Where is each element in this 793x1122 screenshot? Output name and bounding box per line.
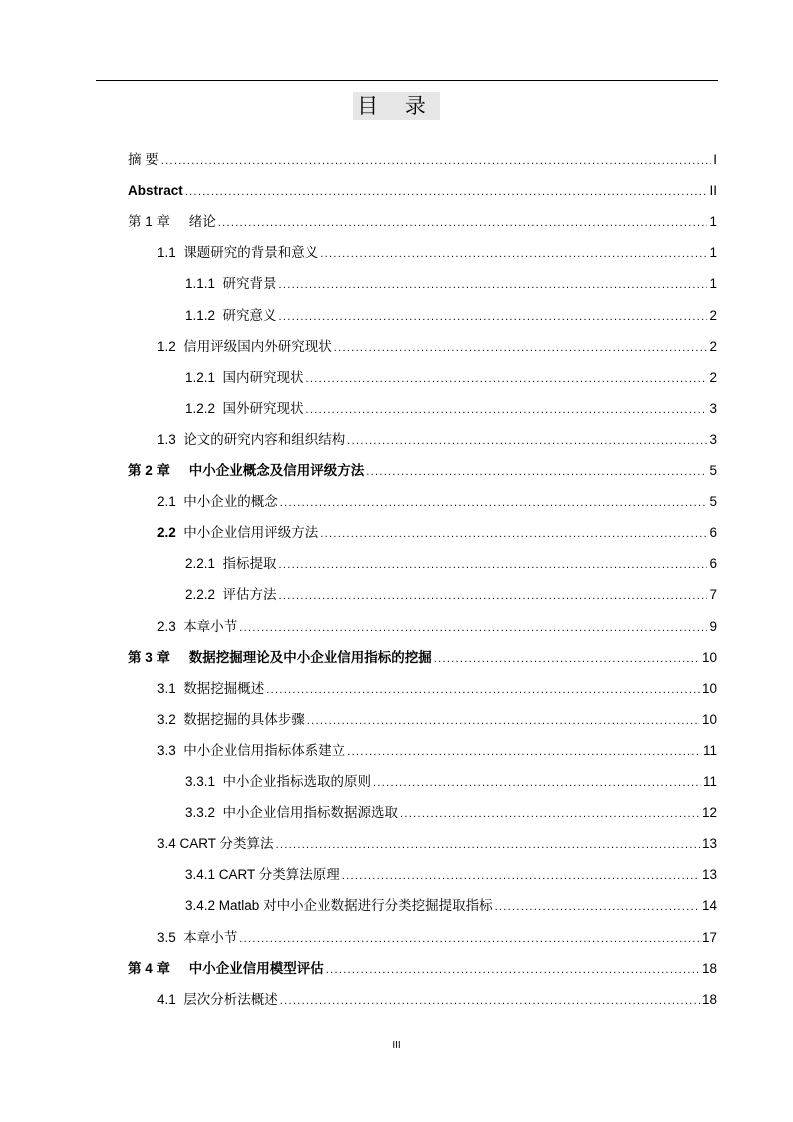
toc-entry[interactable]	[128, 460, 717, 482]
toc-entry-page: 2	[709, 307, 717, 323]
toc-entry-title: 课题研究的背景和意义	[183, 245, 319, 261]
toc-entry[interactable]	[185, 273, 717, 295]
toc-entry-number: 2.2.2	[185, 587, 216, 603]
toc-entry-page: 18	[701, 991, 717, 1007]
toc-entry-title: 国外研究现状	[222, 400, 304, 416]
toc-dot-leader	[307, 710, 700, 732]
page-number: III	[392, 1040, 401, 1051]
toc-entry-number: 3.3	[157, 742, 176, 758]
toc-entry-title: 研究背景	[222, 276, 277, 292]
toc-entry-title: 本章小节	[183, 929, 238, 945]
toc-dot-leader	[334, 337, 708, 359]
toc-dot-leader	[218, 212, 708, 234]
toc-entry-page: 1	[709, 245, 717, 261]
header-rule	[96, 80, 718, 81]
toc-entry-page: 9	[709, 618, 717, 634]
toc-entry-number: 3.3.1	[185, 774, 216, 789]
toc-entry-number: 3.4.1	[185, 867, 216, 883]
toc-entry[interactable]	[185, 771, 717, 793]
toc-dot-leader	[239, 928, 700, 950]
toc-dot-leader	[495, 896, 700, 918]
toc-dot-leader	[276, 834, 700, 856]
toc-entry-title: 数据挖掘理论及中小企业信用指标的挖掘	[188, 649, 432, 665]
toc-entry[interactable]	[128, 149, 717, 171]
toc-entry-page: 2	[709, 338, 717, 354]
toc-entry-page: 5	[709, 494, 717, 510]
toc-entry-page: 1	[709, 276, 717, 292]
toc-dot-leader	[279, 554, 708, 576]
toc-entry-title: 中小企业信用评级方法	[183, 525, 319, 541]
toc-entry-page: 3	[709, 431, 717, 447]
toc-dot-leader	[306, 368, 708, 390]
toc-entry-page: 12	[701, 805, 717, 821]
toc-entry-number: 1.1	[157, 245, 176, 261]
toc-entry-title: 中小企业信用指标数据源选取	[222, 805, 399, 821]
toc-entry-page: I	[713, 152, 717, 167]
toc-entry[interactable]	[157, 616, 717, 638]
toc-entry[interactable]	[157, 833, 717, 855]
toc-entry-title: 中小企业概念及信用评级方法	[188, 463, 365, 478]
toc-entry-number: 2.1	[157, 494, 176, 510]
toc-entry-title: CART 分类算法	[179, 836, 274, 852]
toc-entry-number: 第 3 章	[128, 649, 171, 665]
toc-entry-title: 评估方法	[222, 587, 277, 603]
toc-entry-number: 1.3	[157, 431, 176, 447]
toc-entry-number: 2.2.1	[185, 556, 216, 572]
toc-dot-leader	[161, 150, 711, 172]
toc-dot-leader	[280, 492, 708, 514]
toc-entry[interactable]	[157, 989, 717, 1011]
toc-dot-leader	[279, 306, 708, 328]
page-title-wrap	[0, 92, 793, 120]
toc-entry-page: 13	[701, 867, 717, 883]
toc-entry[interactable]	[157, 709, 717, 731]
toc-entry-page: 1	[709, 214, 717, 230]
toc-dot-leader	[185, 181, 708, 203]
toc-entry-number: 2.3	[157, 618, 176, 634]
toc-entry[interactable]	[185, 802, 717, 824]
toc-entry-number: 3.1	[157, 680, 176, 696]
toc-entry-number: 第 2 章	[128, 463, 171, 478]
toc-entry-title: 信用评级国内外研究现状	[183, 338, 332, 354]
toc-entry[interactable]	[185, 305, 717, 327]
toc-entry-title: 中小企业信用指标体系建立	[183, 742, 346, 758]
toc-entry[interactable]	[157, 927, 717, 949]
toc-entry-page: 10	[701, 711, 717, 727]
toc-entry[interactable]	[128, 211, 717, 233]
toc-entry-number: 1.1.2	[185, 307, 216, 323]
toc-entry-title: CART 分类算法原理	[218, 867, 340, 883]
toc-entry-title: Abstract	[128, 183, 183, 199]
toc-entry[interactable]	[157, 242, 717, 264]
toc-entry-title: Matlab 对中小企业数据进行分类挖掘提取指标	[218, 898, 493, 914]
toc-entry[interactable]	[128, 647, 717, 669]
toc-entry-number: 1.2.1	[185, 369, 216, 385]
toc-entry-page: 11	[702, 742, 717, 758]
toc-entry-number: 1.1.1	[185, 276, 216, 292]
toc-entry-title: 层次分析法概述	[183, 991, 278, 1007]
toc-entry[interactable]	[157, 522, 717, 544]
toc-entry-title: 论文的研究内容和组织结构	[183, 431, 346, 447]
toc-entry-title: 中小企业的概念	[183, 494, 278, 510]
toc-entry[interactable]	[185, 398, 717, 420]
toc-dot-leader	[239, 617, 707, 639]
toc-entry-number: 3.4	[157, 836, 176, 852]
toc-entry-title: 指标提取	[222, 556, 277, 572]
toc-dot-leader	[366, 461, 707, 483]
toc-entry-page: 2	[709, 369, 717, 385]
toc-entry-number: 1.2.2	[185, 400, 216, 416]
toc-dot-leader	[279, 585, 708, 607]
toc-entry-title: 研究意义	[222, 307, 277, 323]
toc-dot-leader	[347, 430, 707, 452]
toc-dot-leader	[347, 741, 701, 763]
toc-entry-page: 13	[701, 836, 717, 852]
toc-dot-leader	[342, 865, 700, 887]
toc-dot-leader	[266, 679, 700, 701]
toc-entry-page: 3	[709, 400, 717, 416]
toc-entry-number: 2.2	[157, 525, 176, 541]
toc-entry[interactable]	[157, 740, 717, 762]
toc-entry[interactable]	[157, 491, 717, 513]
toc-entry[interactable]	[185, 864, 717, 886]
toc-entry-title: 中小企业信用模型评估	[188, 960, 324, 976]
toc-entry-title: 中小企业指标选取的原则	[222, 774, 372, 789]
toc-entry[interactable]	[185, 553, 717, 575]
page-title: 目 录	[353, 92, 440, 120]
toc-entry-title: 数据挖掘概述	[183, 680, 265, 696]
toc-entry-page: 17	[701, 929, 717, 945]
toc-dot-leader	[280, 990, 700, 1012]
toc-entry[interactable]	[185, 367, 717, 389]
toc-entry-page: 6	[709, 556, 717, 572]
toc-entry-number: 1.2	[157, 338, 176, 354]
toc-entry[interactable]	[185, 895, 717, 917]
toc-entry[interactable]	[128, 180, 717, 202]
toc-entry-title: 摘 要	[128, 152, 159, 167]
toc-entry-number: 3.5	[157, 929, 176, 945]
toc-dot-leader	[373, 772, 701, 794]
toc-entry[interactable]	[157, 336, 717, 358]
toc-entry-title: 绪论	[188, 214, 216, 230]
toc-entry-page: 10	[701, 680, 717, 696]
toc-entry-page: 6	[709, 525, 717, 541]
toc-entry-page: 18	[701, 960, 717, 976]
toc-entry-page: II	[709, 183, 717, 199]
toc-entry-page: 7	[709, 587, 717, 603]
toc-dot-leader	[434, 648, 700, 670]
toc-entry[interactable]	[157, 429, 717, 451]
toc-entry-number: 3.4.2	[185, 898, 216, 914]
toc-entry-title: 国内研究现状	[222, 369, 304, 385]
toc-entry-title: 本章小节	[183, 618, 238, 634]
toc-dot-leader	[400, 803, 700, 825]
toc-entry-number: 3.2	[157, 711, 176, 727]
toc-dot-leader	[306, 399, 708, 421]
toc-dot-leader	[279, 274, 708, 296]
toc-entry-number: 第 1 章	[128, 214, 171, 230]
toc-entry[interactable]	[185, 584, 717, 606]
toc-entry[interactable]	[128, 958, 717, 980]
toc-entry-number: 4.1	[157, 991, 176, 1007]
toc-dot-leader	[320, 523, 707, 545]
toc-entry-number: 3.3.2	[185, 805, 216, 821]
toc-entry-page: 11	[702, 774, 717, 789]
toc-dot-leader	[320, 243, 707, 265]
toc-entry-page: 10	[701, 649, 717, 665]
toc-entry[interactable]	[157, 678, 717, 700]
toc-dot-leader	[326, 959, 700, 981]
toc-entry-title: 数据挖掘的具体步骤	[183, 711, 305, 727]
toc-entry-page: 5	[709, 463, 717, 478]
toc-entry-number: 第 4 章	[128, 960, 171, 976]
toc-entry-page: 14	[701, 898, 717, 914]
